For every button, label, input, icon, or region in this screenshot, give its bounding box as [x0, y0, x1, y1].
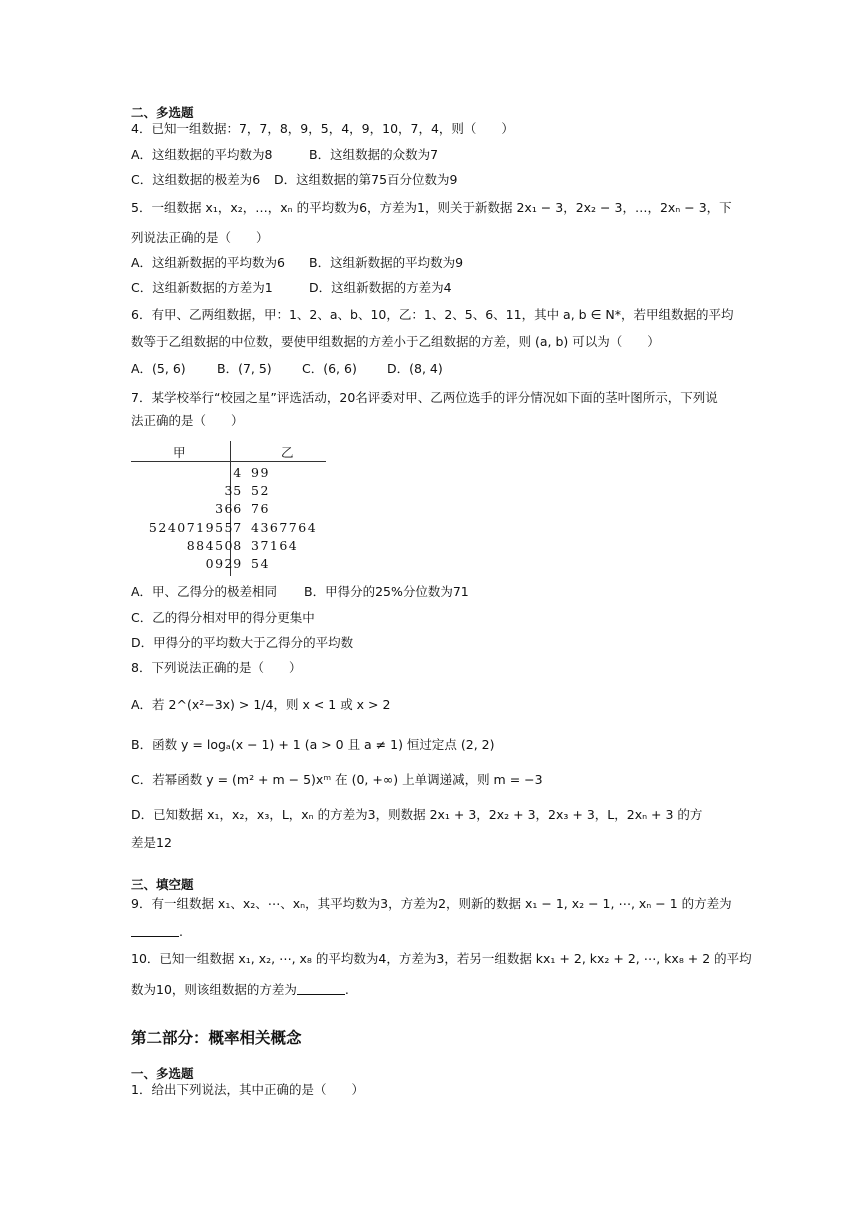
question-5-stem-line2: 列说法正确的是（ ）: [131, 230, 269, 245]
stem-leaf-left-leaves: 3: [224, 483, 234, 499]
question-5-stem-line1: 5．一组数据 x₁，x₂，…，xₙ 的平均数为6，方差为1，则关于新数据 2x₁ − 3，2x₂ − 3，…，2xₙ − 3，下: [131, 200, 732, 215]
part-2-heading: 第二部分：概率相关概念: [131, 1029, 302, 1047]
question-4-option-b: B．这组数据的众数为7: [309, 147, 439, 162]
section-heading-multiple-choice-2: 一、多选题: [131, 1066, 194, 1081]
stem-leaf-stem: 9: [233, 556, 243, 571]
stem-leaf-row: [131, 556, 331, 574]
question-6-option-d: D．(8, 4): [387, 361, 443, 376]
question-6-option-b: B．(7, 5): [217, 361, 272, 376]
stem-leaf-right-leaves: 37164: [251, 537, 299, 553]
question-6-stem-line2: 数等于乙组数据的中位数，要使甲组数据的方差小于乙组数据的方差，则 (a, b) 可以为（ ）: [131, 334, 660, 349]
stem-leaf-stem: 8: [233, 537, 243, 553]
stem-leaf-row: [131, 538, 331, 556]
section-heading-fill-in: 三、填空题: [131, 877, 194, 892]
question-4-option-c: C．这组数据的极差为6: [131, 172, 261, 187]
question-5-option-d: D．这组新数据的方差为4: [309, 280, 452, 295]
question-7-stem-line1: 7．某学校举行“校园之星”评选活动，20名评委对甲、乙两位选手的评分情况如下面的茎叶图所示，下列说: [131, 390, 718, 405]
stem-leaf-row: [131, 520, 331, 538]
stem-leaf-row: [131, 483, 331, 501]
stem-leaf-row: [131, 501, 331, 519]
question-10-answer-blank: [297, 982, 345, 995]
stem-leaf-right-leaves: 4367764: [251, 519, 318, 535]
question-7-option-b: B．甲得分的25%分位数为71: [304, 584, 469, 599]
question-10-stem-text: 数为10，则该组数据的方差为: [131, 982, 297, 997]
question-9-answer-blank: [131, 924, 179, 937]
question-8-stem: 8．下列说法正确的是（ ）: [131, 660, 302, 675]
question-7-stem-line2: 法正确的是（ ）: [131, 413, 244, 428]
stem-leaf-row: [131, 465, 331, 483]
question-8-option-a: A．若 2^(x²−3x) > 1/4，则 x < 1 或 x > 2: [131, 697, 391, 712]
question-8-option-d-line1: D．已知数据 x₁，x₂，x₃，L，xₙ 的方差为3，则数据 2x₁ + 3，2x₂ + 3，2x₃ + 3，L，2xₙ + 3 的方: [131, 807, 703, 822]
stem-leaf-left-leaves: 524071955: [148, 519, 234, 535]
question-6-options: [131, 361, 443, 377]
question-10-stem-line2: [131, 982, 349, 998]
question-5-options-cd: [131, 280, 452, 296]
question-7-options-ab: [131, 584, 469, 600]
stem-leaf-left-leaves: 092: [205, 556, 234, 571]
stem-leaf-right-leaves: 52: [251, 483, 270, 499]
stem-leaf-header-rule: [131, 461, 326, 462]
stem-leaf-left-leaves: 88450: [186, 537, 234, 553]
stem-leaf-right-leaves: 99: [251, 465, 270, 480]
question-9-stem-line2: [131, 924, 183, 940]
question-7-option-c: C．乙的得分相对甲的得分更集中: [131, 610, 315, 625]
question-8-option-c: C．若幂函数 y = (m² + m − 5)xᵐ 在 (0, +∞) 上单调递减，则 m = −3: [131, 772, 543, 787]
question-4-option-a: A．这组数据的平均数为8: [131, 147, 273, 162]
question-1-stem: 1．给出下列说法，其中正确的是（ ）: [131, 1082, 364, 1097]
stem-leaf-header-right: 乙: [281, 445, 294, 460]
question-5-option-b: B．这组新数据的平均数为9: [309, 255, 464, 270]
question-8-option-b: B．函数 y = logₐ(x − 1) + 1 (a > 0 且 a ≠ 1) 恒过定点 (2, 2): [131, 737, 495, 752]
stem-leaf-stem: 4: [233, 465, 243, 480]
question-10-stem-line1: 10．已知一组数据 x₁, x₂, ⋯, x₈ 的平均数为4，方差为3，若另一组数据 kx₁ + 2, kx₂ + 2, ⋯, kx₈ + 2 的平均: [131, 951, 752, 966]
question-9-period: .: [179, 924, 183, 939]
stem-and-leaf-plot: [131, 441, 331, 576]
stem-leaf-stem: 6: [233, 501, 243, 517]
question-5-option-c: C．这组新数据的方差为1: [131, 280, 273, 295]
question-4-options-ab: [131, 147, 438, 163]
question-5-options-ab: [131, 255, 463, 271]
question-6-stem-line1: 6．有甲、乙两组数据，甲：1、2、a、b、10，乙：1、2、5、6、11，其中 a, b ∈ N*，若甲组数据的平均: [131, 307, 734, 322]
section-heading-multiple-choice: 二、多选题: [131, 105, 194, 120]
question-6-option-a: A．(5, 6): [131, 361, 186, 376]
stem-leaf-left-leaves: 36: [215, 501, 234, 517]
question-5-option-a: A．这组新数据的平均数为6: [131, 255, 286, 270]
stem-leaf-right-leaves: 76: [251, 501, 270, 517]
question-7-option-d: D．甲得分的平均数大于乙得分的平均数: [131, 635, 354, 650]
question-6-option-c: C．(6, 6): [302, 361, 357, 376]
question-4-option-d: D．这组数据的第75百分位数为9: [274, 172, 458, 187]
question-4-options-cd: [131, 172, 458, 188]
stem-leaf-right-leaves: 54: [251, 556, 270, 571]
question-4-stem: 4．已知一组数据：7，7，8，9，5，4，9，10，7，4，则（ ）: [131, 121, 514, 136]
question-10-period: .: [344, 982, 349, 997]
stem-leaf-stem: 5: [233, 483, 243, 499]
question-8-option-d-line2: 差是12: [131, 835, 172, 850]
stem-leaf-header-left: 甲: [173, 445, 186, 460]
question-9-stem-line1: 9．有一组数据 x₁、x₂、⋯、xₙ，其平均数为3，方差为2，则新的数据 x₁ − 1, x₂ − 1, ⋯, xₙ − 1 的方差为: [131, 896, 732, 911]
stem-leaf-stem: 7: [233, 519, 243, 535]
question-7-option-a: A．甲、乙得分的极差相同: [131, 584, 278, 599]
